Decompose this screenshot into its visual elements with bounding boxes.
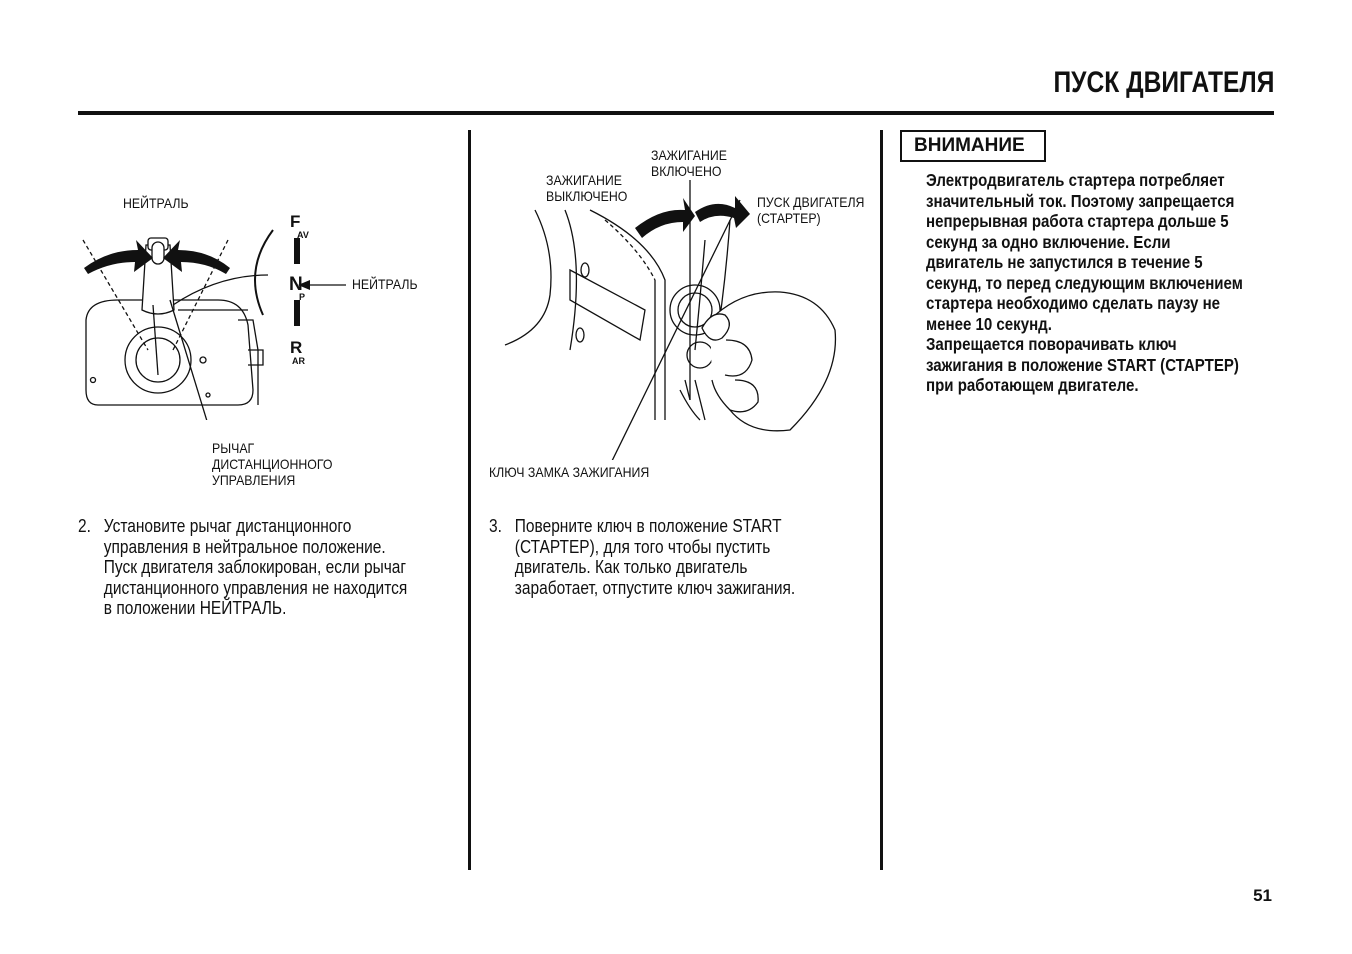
scale-forward-small: AV [297,230,309,240]
step-2-text: Установите рычаг дистанционного управления в нейтральное положение. Пуск двигателя заблокирован, если рычаг дистанционного управления не находится в положении НЕЙТРАЛЬ. [103,516,408,618]
column-divider-1 [468,130,471,870]
label-neutral-top: НЕЙТРАЛЬ [123,195,189,211]
scale-neutral: N [289,274,303,295]
label-neutral-side: НЕЙТРАЛЬ [352,276,418,292]
scale-forward: F [290,212,301,231]
label-remote-lever: РЫЧАГ ДИСТАНЦИОННОГО УПРАВЛЕНИЯ [212,440,333,488]
remote-control-lever-illustration [78,200,378,420]
label-engine-start: ПУСК ДВИГАТЕЛЯ (СТАРТЕР) [757,194,865,226]
notice-label: ВНИМАНИЕ [914,135,1025,156]
step-2-number: 2. [78,516,91,536]
column-divider-2 [880,130,883,870]
label-ignition-key: КЛЮЧ ЗАМКА ЗАЖИГАНИЯ [489,464,650,480]
step-3-number: 3. [489,516,502,536]
scale-reverse-small: AR [292,356,305,366]
label-ignition-on: ЗАЖИГАНИЕ ВКЛЮЧЕНО [651,147,727,179]
notice-text: Электродвигатель стартера потребляет значительный ток. Поэтому запрещается непрерывная работа стартера дольше 5 секунд за одно включение. Если двигатель не запустился в течение 5 секунд, то перед следующим включением стартера необходимо сделать паузу не менее 10 секунд. Запрещается поворачивать ключ зажигания в положение START (СТАРТЕР) при работающем двигателе. [926,170,1243,395]
page-title: ПУСК ДВИГАТЕЛЯ [1053,66,1274,99]
scale-reverse: R [290,338,303,357]
step-3-text: Поверните ключ в положение START (СТАРТЕР), для того чтобы пустить двигатель. Как только двигатель заработает, отпустите ключ зажигания. [514,516,796,598]
page-number: 51 [1253,886,1272,905]
label-ignition-off: ЗАЖИГАНИЕ ВЫКЛЮЧЕНО [546,172,628,204]
scale-neutral-small: P [299,292,306,302]
title-rule [78,111,1274,115]
